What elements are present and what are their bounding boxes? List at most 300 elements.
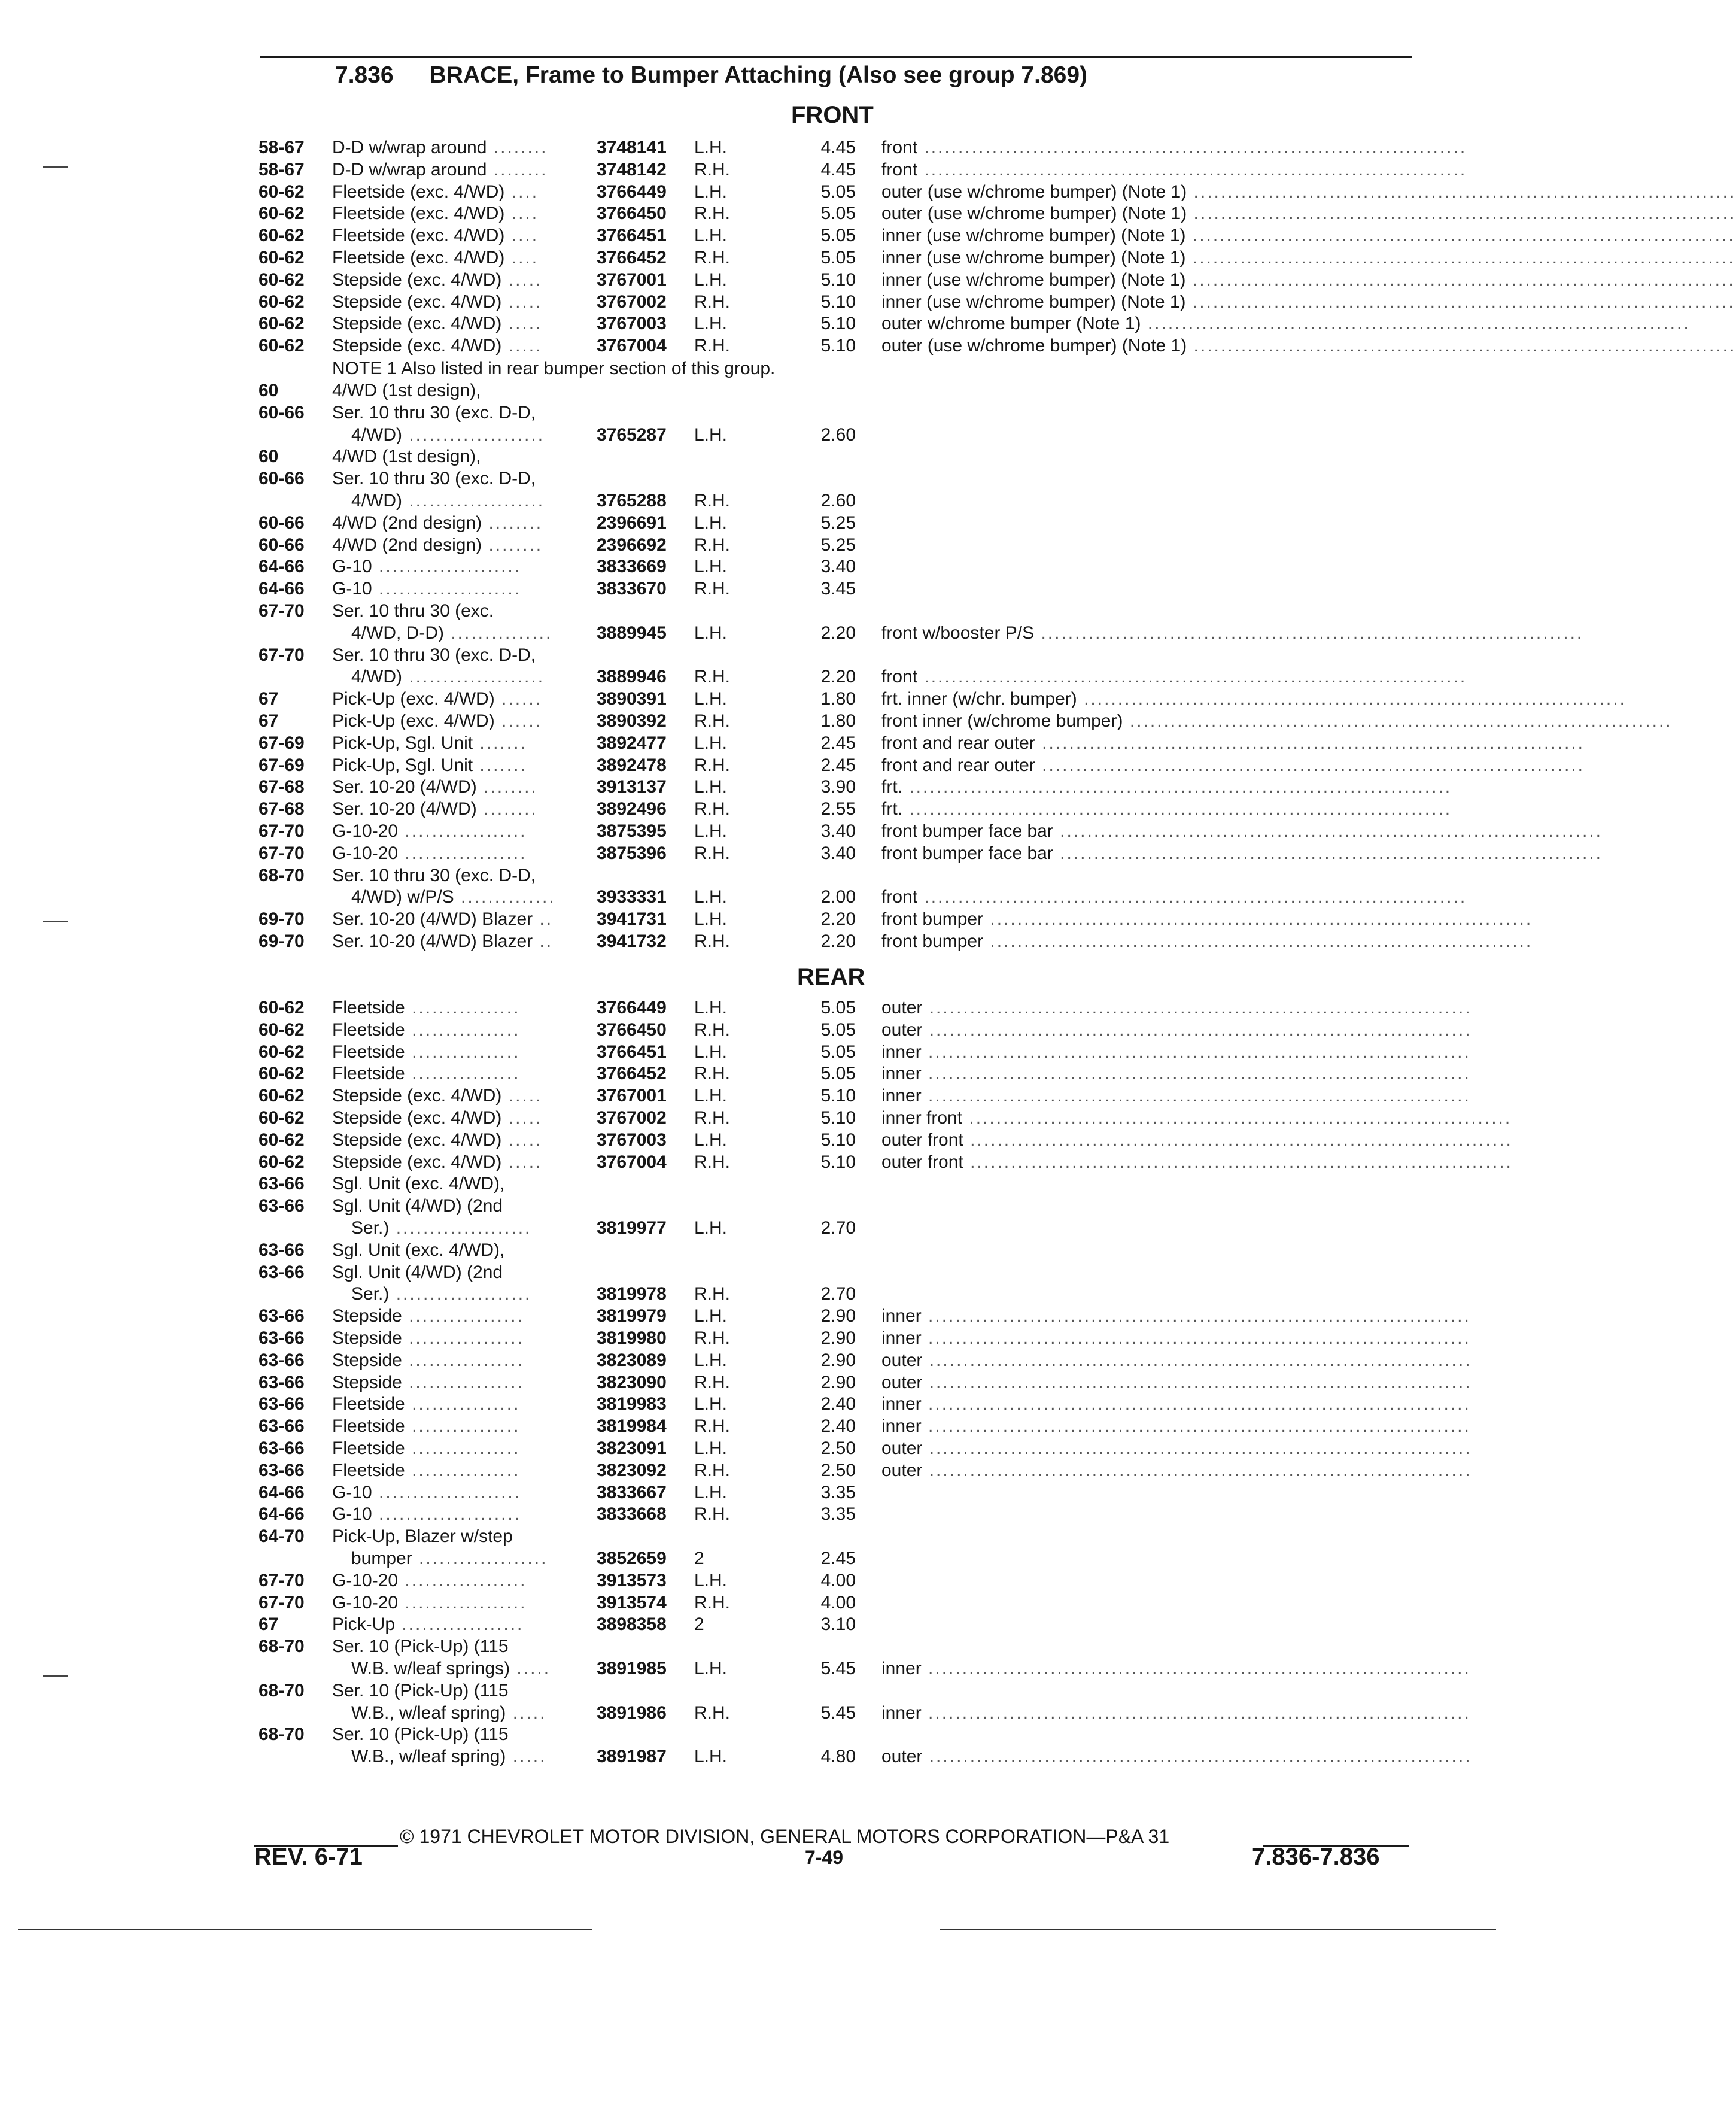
leader-dots: ................. [402,1328,524,1348]
margin-mark [43,921,68,922]
price: 5.05 [820,1019,856,1040]
table-row [0,402,1513,424]
remarks: inner ................................................................................ [881,1328,1471,1348]
table-row [0,1041,1513,1063]
table-row [0,776,1513,798]
side: R.H. [694,1019,730,1040]
price: 1.80 [820,689,856,709]
part-number: 3767003 [597,1130,667,1150]
leader-dots: .................. [398,821,527,841]
description: Sgl. Unit (exc. 4/WD), [332,1240,505,1260]
part-number: 3892478 [597,755,667,775]
table-row [0,1613,1513,1635]
remarks: inner ................................................................................ [881,1659,1471,1678]
side: L.H. [694,1438,728,1458]
table-row [0,490,1513,512]
leader-dots: .... [504,181,539,202]
price: 2.00 [820,887,856,907]
description: Ser. 10 (Pick-Up) (115 [332,1637,509,1657]
description: Ser. 10-20 (4/WD) Blazer .. [332,909,554,930]
table-row [0,1437,1513,1459]
part-number: 3890392 [597,711,667,731]
description: Ser. 10 thru 30 (exc. D-D, [332,469,536,489]
table-row [0,159,1513,181]
leader-dots: ................ [405,998,521,1018]
description: Fleetside (exc. 4/WD) .... [332,226,539,246]
side: R.H. [694,1284,730,1304]
side: L.H. [694,1659,728,1678]
price: 5.05 [820,248,856,268]
year-range: 60-62 [259,1042,305,1062]
part-number: 3765287 [597,424,667,445]
year-range: 64-66 [259,1504,305,1525]
price: 5.05 [820,998,856,1018]
price: 2.20 [820,667,856,687]
year-range: 63-66 [259,1240,305,1260]
remarks: front bumper ................................................................................ [881,909,1533,930]
side: L.H. [694,689,728,709]
side: L.H. [694,623,728,643]
side: L.H. [694,1394,728,1414]
table-row [0,1151,1513,1173]
table-row [0,622,1584,644]
price: 5.10 [820,292,856,312]
year-range: 60-66 [259,512,305,533]
description: Stepside (exc. 4/WD) ..... [332,269,543,290]
table-row [0,1702,1513,1724]
table-row [0,1327,1513,1349]
leader-dots: ................... [412,1549,548,1568]
leader-dots: ................ [405,1064,521,1084]
price: 5.45 [820,1659,856,1678]
description: Ser. 10-20 (4/WD) ........ [332,799,538,819]
side: 2 [694,1549,704,1568]
table-row [0,291,1735,313]
table-row [0,247,1735,269]
side: L.H. [694,909,728,930]
table-row [0,1371,1513,1393]
table-row [0,1107,1513,1129]
leader-dots: ........ [476,777,538,797]
description: Ser. 10 (Pick-Up) (115 [332,1725,509,1745]
year-range: 67-70 [259,1570,305,1590]
leader-dots: .................. [395,1614,524,1635]
table-row [0,710,1673,732]
leader-dots: ................................................................................ [1077,689,1626,709]
description: Ser. 10 (Pick-Up) (115 [332,1680,509,1701]
part-number: 3819983 [597,1394,667,1414]
leader-dots: ................................................................................ [921,1416,1471,1437]
leader-dots: ..................... [372,579,522,599]
side: R.H. [694,535,730,555]
remarks: frt. ................................................................................ [881,799,1452,819]
table-row [0,555,1513,578]
leader-dots: ........ [487,159,548,180]
part-number: 3766451 [597,226,667,246]
table-row [0,820,1603,842]
remarks: front inner (w/chrome bumper) ................................................................................ [881,711,1673,731]
remarks: frt. inner (w/chr. bumper) ................................................................................ [881,689,1626,709]
description: Ser. 10 thru 30 (exc. D-D, [332,645,536,665]
description: Fleetside (exc. 4/WD) .... [332,248,539,268]
table-row [0,666,1513,688]
table-row [0,754,1585,776]
part-number: 3748141 [597,138,667,157]
side: L.H. [694,424,728,445]
description: Pick-Up, Sgl. Unit ....... [332,733,527,753]
leader-dots: ................................................................................ [963,1130,1513,1150]
leader-dots: .................... [402,667,545,687]
leader-dots: ................................................................................ [1185,292,1735,312]
table-row [0,534,1513,556]
side: L.H. [694,998,728,1018]
part-number: 3819980 [597,1328,667,1348]
part-number: 3875395 [597,821,667,841]
header-rule [260,56,1412,58]
part-number: 3766449 [597,998,667,1018]
leader-dots: ................................................................................ [1185,269,1735,290]
side: L.H. [694,1747,728,1767]
description: Fleetside ................ [332,998,521,1018]
year-range: 60-62 [259,226,305,246]
table-row [0,578,1513,600]
table-row [0,181,1736,203]
leader-dots: ..... [501,314,543,334]
leader-dots: ................................................................................ [1185,248,1735,268]
part-number: 3891987 [597,1747,667,1767]
remarks: inner ................................................................................ [881,1086,1471,1106]
leader-dots: ................................................................................ [922,1460,1472,1480]
description: 4/WD) w/P/S .............. [351,887,556,907]
group-title: BRACE, Frame to Bumper Attaching (Also see group 7.869) [429,62,1088,88]
part-number: 3875396 [597,843,667,863]
description: Pick-Up, Sgl. Unit ....... [332,755,527,775]
leader-dots: ................ [405,1394,521,1414]
leader-dots: ................. [402,1306,524,1326]
price: 2.40 [820,1416,856,1437]
price: 5.25 [820,512,856,533]
remarks: inner (use w/chrome bumper) (Note 1) ................................................................................ [881,269,1735,290]
price: 2.60 [820,491,856,511]
description: D-D w/wrap around ........ [332,138,548,157]
remarks: outer ................................................................................ [881,998,1472,1018]
leader-dots: ................................................................................ [922,1019,1472,1040]
description: 4/WD) .................... [351,667,545,687]
side: L.H. [694,138,728,157]
description: Stepside (exc. 4/WD) ..... [332,1086,543,1106]
price: 3.45 [820,579,856,599]
leader-dots: .... [504,248,539,268]
side: R.H. [694,336,730,356]
description: Pick-Up .................. [332,1614,524,1635]
group-number: 7.836 [335,62,394,88]
remarks: front ................................................................................ [881,887,1467,907]
leader-dots: ................................................................................ [902,777,1452,797]
table-row [0,1173,1513,1195]
part-number: 3766449 [597,181,667,202]
table-row [0,335,1736,357]
side: L.H. [694,1482,728,1502]
price: 5.10 [820,269,856,290]
remarks: inner ................................................................................ [881,1042,1471,1062]
part-number: 3767001 [597,269,667,290]
remarks: inner ................................................................................ [881,1416,1471,1437]
price: 2.20 [820,623,856,643]
side: L.H. [694,1350,728,1370]
leader-dots: ................. [402,1372,524,1392]
page-number: 7-49 [805,1847,844,1868]
part-number: 3767004 [597,336,667,356]
page-edge-line-right [940,1929,1496,1930]
part-number: 3941731 [597,909,667,930]
remarks: front w/booster P/S ................................................................................ [881,623,1584,643]
year-range: 63-66 [259,1438,305,1458]
leader-dots: ................................................................................ [921,1042,1471,1062]
leader-dots: ...... [494,711,543,731]
leader-dots: ................. [402,1350,524,1370]
part-number: 3933331 [597,887,667,907]
part-number: 3913574 [597,1592,667,1613]
price: 2.90 [820,1328,856,1348]
part-number: 3823091 [597,1438,667,1458]
part-number: 3913573 [597,1570,667,1590]
remarks: outer (use w/chrome bumper) (Note 1) ................................................................................ [881,204,1736,224]
leader-dots: .................. [398,843,527,863]
table-row [0,1239,1513,1261]
description: G-10 ..................... [332,557,522,577]
description: Ser.) .................... [351,1218,532,1238]
price: 3.40 [820,843,856,863]
leader-dots: ................................................................................ [921,1702,1471,1723]
leader-dots: ................................................................................ [921,1394,1471,1414]
leader-dots: .................. [398,1592,527,1613]
description: Stepside (exc. 4/WD) ..... [332,314,543,334]
remarks: front bumper face bar ................................................................................ [881,821,1603,841]
part-number: 3898358 [597,1614,667,1635]
leader-dots: .. [533,909,554,930]
price: 4.00 [820,1570,856,1590]
copyright-text: © 1971 CHEVROLET MOTOR DIVISION, GENERAL MOTORS CORPORATION—P&A 31 [400,1826,1170,1847]
table-row [0,997,1513,1019]
remarks: front ................................................................................ [881,138,1467,157]
table-row [0,512,1513,534]
remarks: inner (use w/chrome bumper) (Note 1) ................................................................................ [881,248,1735,268]
remarks: inner ................................................................................ [881,1394,1471,1414]
table-row [0,379,1513,402]
table-row [0,1415,1513,1437]
table-row [0,1635,1513,1657]
leader-dots: ................................................................................ [983,909,1533,930]
price: 5.45 [820,1702,856,1723]
description: Stepside ................. [332,1328,524,1348]
price: 4.45 [820,138,856,157]
description: Fleetside (exc. 4/WD) .... [332,204,539,224]
price: 2.45 [820,1549,856,1568]
part-number: 3767002 [597,292,667,312]
leader-dots: ....... [473,755,527,775]
table-row [0,1723,1513,1745]
year-range: 64-66 [259,557,305,577]
price: 3.90 [820,777,856,797]
table-row [0,1195,1513,1217]
year-range: 67 [259,689,279,709]
remarks: front bumper face bar ................................................................................ [881,843,1603,863]
remarks: front and rear outer ................................................................................ [881,755,1585,775]
table-row [0,1569,1513,1592]
side: R.H. [694,1328,730,1348]
price: 2.45 [820,733,856,753]
margin-mark [43,1675,68,1677]
price: 2.70 [820,1284,856,1304]
description: Ser. 10 thru 30 (exc. D-D, [332,402,536,423]
table-row [0,445,1513,467]
description: W.B., w/leaf spring) ..... [351,1702,547,1723]
leader-dots: .................. [398,1570,527,1590]
year-range: 60-62 [259,269,305,290]
description: G-10-20 .................. [332,843,527,863]
part-number: 3767002 [597,1108,667,1128]
description: Stepside ................. [332,1372,524,1392]
remarks: outer front ................................................................................ [881,1130,1513,1150]
description: Stepside (exc. 4/WD) ..... [332,1152,543,1172]
table-row [0,1680,1513,1702]
leader-dots: ............... [443,623,553,643]
year-range: 58-67 [259,138,305,157]
part-number: 3833667 [597,1482,667,1502]
price: 5.10 [820,314,856,334]
table-row [0,886,1513,908]
year-range: 64-66 [259,579,305,599]
side: R.H. [694,931,730,951]
description: Sgl. Unit (exc. 4/WD), [332,1174,505,1194]
description: Fleetside ................ [332,1064,521,1084]
table-row [0,1062,1513,1085]
table-row [0,1129,1513,1151]
leader-dots: ....... [473,733,527,753]
part-number: 3766451 [597,1042,667,1062]
description: Ser.) .................... [351,1284,532,1304]
leader-dots: ................................................................................ [922,998,1472,1018]
price: 2.90 [820,1306,856,1326]
year-range: 67-69 [259,755,305,775]
year-range: 60-66 [259,402,305,423]
description: Ser. 10-20 (4/WD) ........ [332,777,538,797]
leader-dots: ..... [501,1130,543,1150]
description: 4/WD, D-D) ............... [351,623,553,643]
margin-mark [43,166,68,168]
side: L.H. [694,1570,728,1590]
side: L.H. [694,557,728,577]
table-row [0,930,1533,952]
year-range: 67-69 [259,733,305,753]
price: 5.10 [820,1108,856,1128]
leader-dots: ................................................................................ [963,1152,1513,1172]
side: L.H. [694,314,728,334]
table-row [0,688,1626,710]
leader-dots: ................................................................................ [922,1747,1472,1767]
leader-dots: ........ [487,138,548,157]
year-range: 67-68 [259,799,305,819]
year-range: 69-70 [259,909,305,930]
leader-dots: ..... [501,1086,543,1106]
year-range: 58-67 [259,159,305,180]
side: L.H. [694,887,728,907]
description: Fleetside ................ [332,1394,521,1414]
remarks: front and rear outer ................................................................................ [881,733,1585,753]
part-number: 3765288 [597,491,667,511]
table-row [0,1592,1513,1614]
leader-dots: ................................................................................ [1035,733,1585,753]
part-number: 3913137 [597,777,667,797]
leader-dots: .................... [389,1218,532,1238]
leader-dots: ................................................................................ [1185,226,1735,246]
part-number: 3892496 [597,799,667,819]
year-range: 69-70 [259,931,305,951]
part-number: 3766452 [597,1064,667,1084]
leader-dots: ................................................................................ [1123,711,1673,731]
remarks: outer ................................................................................ [881,1372,1472,1392]
year-range: 60-62 [259,998,305,1018]
leader-dots: ................................................................................ [917,159,1467,180]
table-row [0,1019,1513,1041]
part-number: 3833669 [597,557,667,577]
part-number: 3767001 [597,1086,667,1106]
year-range: 63-66 [259,1350,305,1370]
leader-dots: ..... [506,1747,547,1767]
description: Fleetside ................ [332,1438,521,1458]
price: 5.10 [820,1152,856,1172]
side: R.H. [694,1064,730,1084]
year-range: 68-70 [259,1680,305,1701]
description: Fleetside ................ [332,1416,521,1437]
description: G-10 ..................... [332,1504,522,1525]
side: L.H. [694,226,728,246]
leader-dots: ...... [494,689,543,709]
price: 3.35 [820,1504,856,1525]
side: R.H. [694,1460,730,1480]
description: 4/WD (1st design), [332,447,481,467]
leader-dots: ................................................................................ [921,1086,1471,1106]
revision-label: REV. 6-71 [254,1844,363,1870]
price: 5.10 [820,336,856,356]
price: 3.40 [820,557,856,577]
part-number: 3767003 [597,314,667,334]
part-number: 3766450 [597,1019,667,1040]
year-range: 68-70 [259,1637,305,1657]
year-range: 67-70 [259,601,305,621]
leader-dots: ................................................................................ [1034,623,1584,643]
page-title [335,62,1087,89]
price: 2.45 [820,755,856,775]
description: Sgl. Unit (4/WD) (2nd [332,1262,503,1282]
description: Fleetside ................ [332,1460,521,1480]
part-number: 3819979 [597,1306,667,1326]
leader-dots: ................................................................................ [917,667,1467,687]
remarks: outer ................................................................................ [881,1019,1472,1040]
description: Stepside (exc. 4/WD) ..... [332,1108,543,1128]
year-range: 63-66 [259,1394,305,1414]
remarks: outer (use w/chrome bumper) (Note 1) ................................................................................ [881,181,1736,202]
part-number: 3891986 [597,1702,667,1723]
year-range: 60-62 [259,314,305,334]
part-number: 3819984 [597,1416,667,1437]
description: Pick-Up, Blazer w/step [332,1526,513,1547]
table-row [0,136,1513,159]
part-number: 2396691 [597,512,667,533]
year-range: 60-62 [259,181,305,202]
price: 1.80 [820,711,856,731]
remarks: outer ................................................................................ [881,1747,1472,1767]
